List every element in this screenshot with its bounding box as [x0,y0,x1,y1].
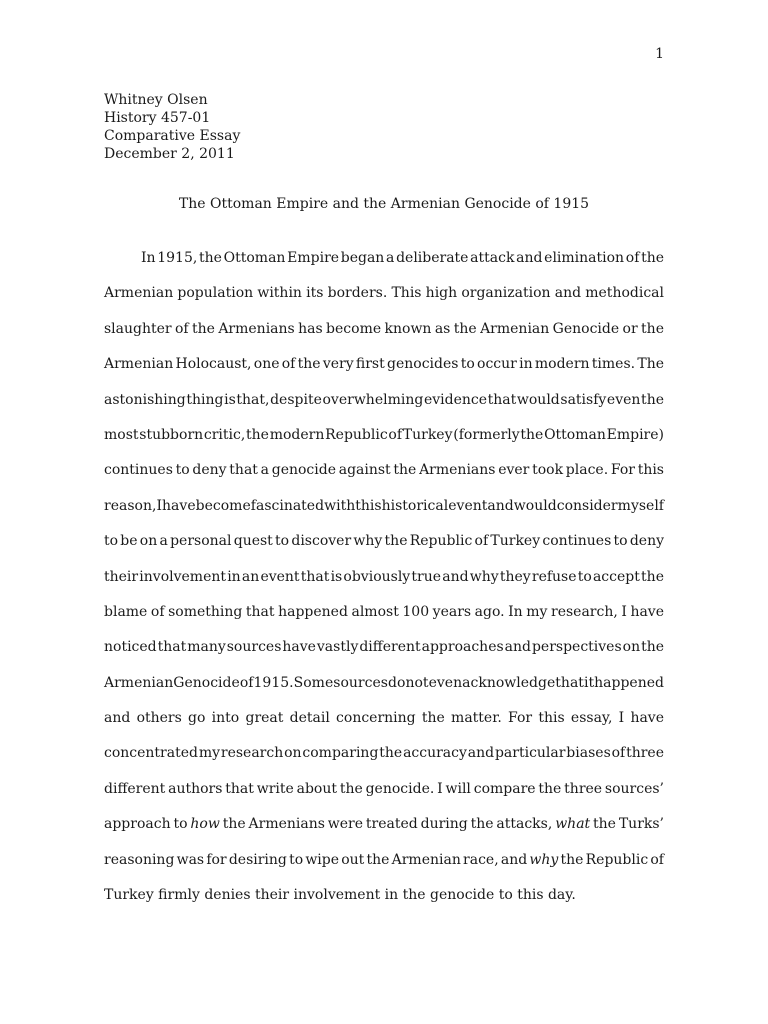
text-segment: reasoning was for desiring to wipe out the Armenian race, and [104,851,530,868]
paragraph-line: In 1915, the Ottoman Empire began a deliberate attack and elimination of the [141,250,664,266]
essay-date: December 2, 2011 [104,146,235,162]
text-segment: the Republic of [558,851,664,868]
paragraph-line: most stubborn critic, the modern Republic of Turkey (formerly the Ottoman Empire) [104,426,664,443]
text-segment: the Armenians were treated during the attacks, [219,816,556,833]
paragraph-line: slaughter of the Armenians has become known as the Armenian Genocide or the [104,320,664,337]
assignment-type: Comparative Essay [104,128,241,144]
paragraph-line: Armenian Genocide of 1915. Some sources do not even acknowledge that it happened [104,674,664,691]
paragraph-line: concentrated my research on comparing the accuracy and particular biases of three [104,745,664,762]
italic-emphasis: what [555,816,591,833]
paragraph-line: continues to deny that a genocide against the Armenians ever took place. For this [104,462,664,479]
text-segment: approach to [104,816,191,833]
author-name: Whitney Olsen [104,92,208,108]
paragraph-line: Armenian population within its borders. This high organization and methodical [104,285,664,302]
essay-paragraph [104,248,664,920]
paragraph-line: blame of something that happened almost 100 years ago. In my research, I have [104,603,664,620]
italic-emphasis: how [190,816,220,833]
paragraph-line: Turkey firmly denies their involvement in the genocide to this day. [104,887,576,904]
italic-emphasis: why [529,851,559,868]
text-segment: the Turks’ [590,816,665,833]
paragraph-line: Armenian Holocaust, one of the very first genocides to occur in modern times. The [104,356,664,373]
paragraph-line: their involvement in an event that is obviously true and why they refuse to accept the [104,568,664,585]
paragraph-line [104,814,664,849]
course-name: History 457-01 [104,110,211,126]
paragraph-line: to be on a personal quest to discover why the Republic of Turkey continues to deny [104,533,664,550]
paragraph-line: noticed that many sources have vastly different approaches and perspectives on the [104,639,664,656]
paragraph-line: different authors that write about the genocide. I will compare the three sources’ [104,780,664,797]
paragraph-line: and others go into great detail concerning the matter. For this essay, I have [104,710,664,727]
paragraph-line [104,850,664,885]
page-number: 1 [655,46,664,62]
paragraph-line: astonishing thing is that, despite overwhelming evidence that would satisfy even the [104,391,664,408]
paragraph-line: reason, I have become fascinated with this historical event and would consider myself [104,497,664,514]
essay-header [104,91,240,163]
essay-title: The Ottoman Empire and the Armenian Genocide of 1915 [178,196,590,212]
